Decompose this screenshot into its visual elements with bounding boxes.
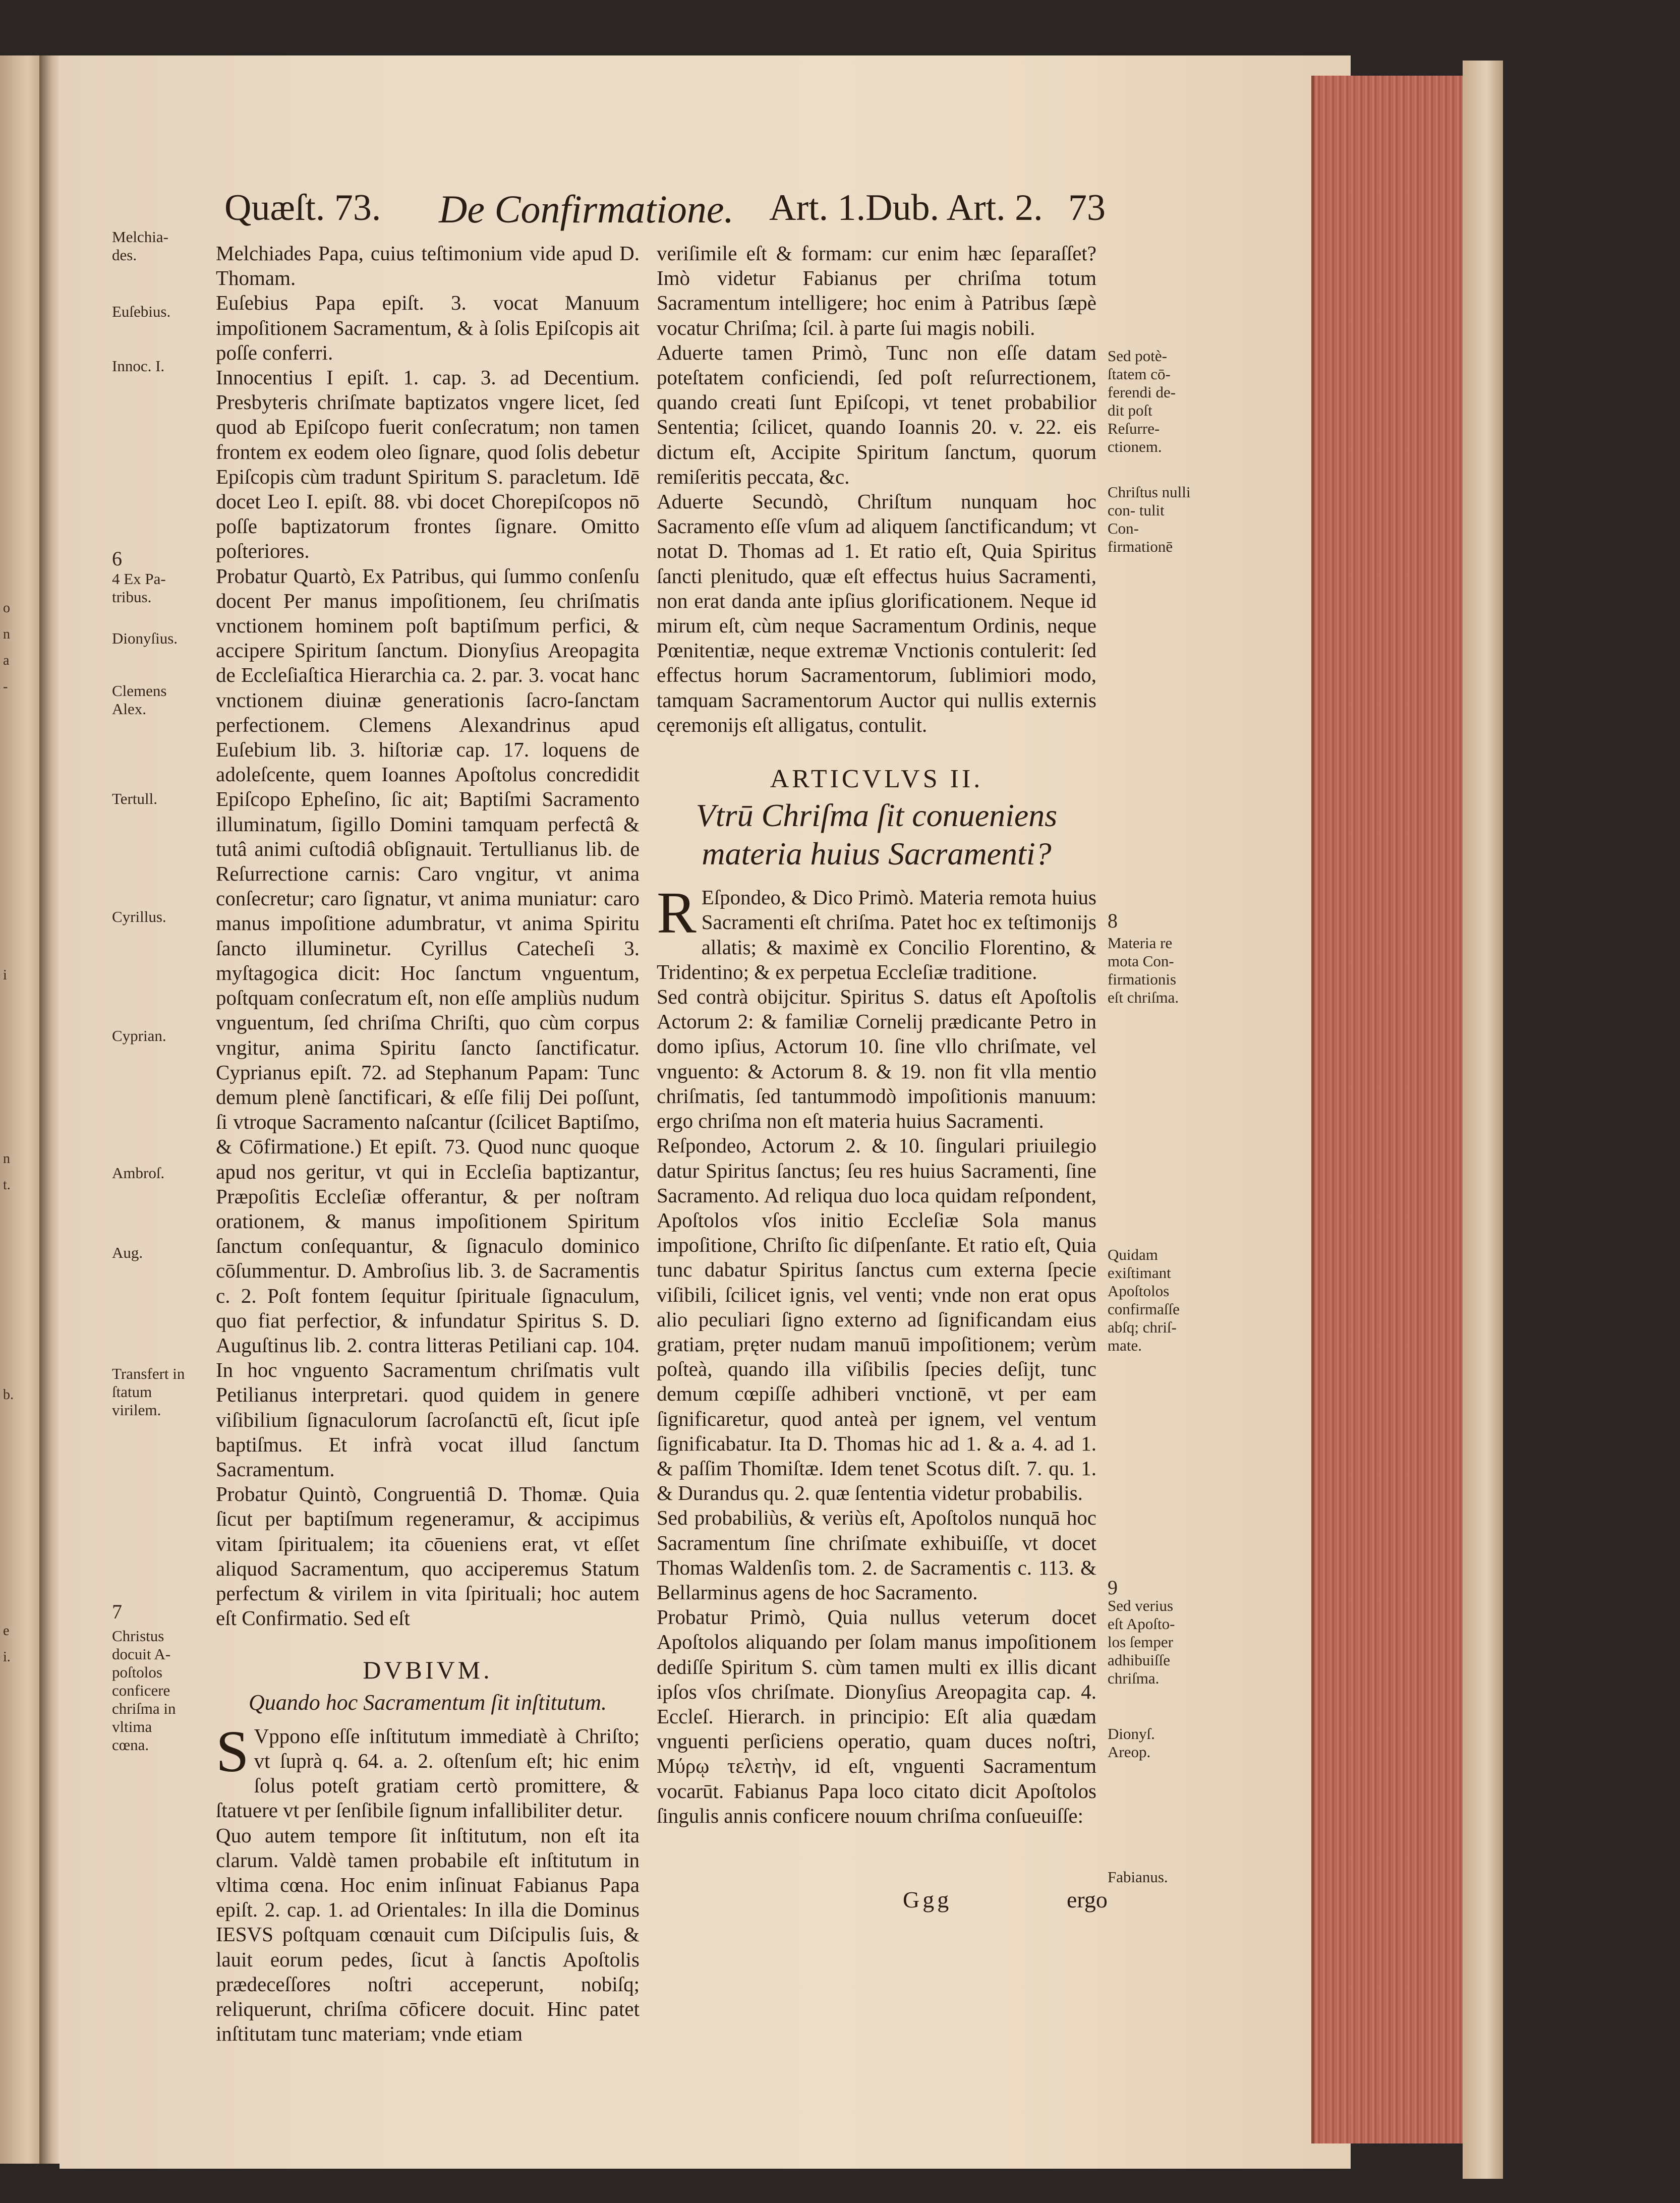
paragraph: Euſebius Papa epiſt. 3. vocat Manuum impoſitionem Sacramentum, & à ſolis Epiſcopis ait poſſe conferri.: [216, 291, 640, 364]
book-gutter: [39, 55, 60, 2164]
edge-letter: [3, 1356, 23, 1382]
edge-letter: a: [3, 653, 10, 668]
paragraph: Aduerte tamen Primò, Tunc non eſſe datam poteſtatem conficiendi, ſed poſt reſurrectionem, quando creati ſunt Epiſcopi, vt tenet probabilior Sententia; ſcilicet, quando Ioannis 20. v. 22. eis dictum eſt, Accipite Spiritum ſanctum, quorum remiſeritis peccata, &c.: [657, 340, 1096, 488]
drop-cap: R: [657, 880, 697, 946]
edge-letter: [3, 831, 23, 857]
margin-note: Tertull.: [112, 790, 157, 807]
paragraph: Sed contrà obijcitur. Spiritus S. datus eſt Apoſtolis Actorum 2: & familiæ Cornelij prædicante Petro in domo ipſius, Actorum 10. ſine vllo chriſmate, vel vnguento: & Actorum 8. & 19. non fit vlla mentio chriſmatis, ſed tantummodò impoſitionis manuum: ergo chriſma non eſt materia huius Sacramenti.: [657, 985, 1096, 1133]
margin-note: 9: [1108, 1576, 1118, 1599]
paragraph: Probatur Quintò, Congruentiâ D. Thomæ. Quia ſicut per baptiſmum regeneramur, & accipimus vitam ſpiritualem; ita cōueniens erat, vt eſſet aliquod Sacramentum, quo acciperemus Statum perfectum & virilem in vita ſpirituali; hoc autem eſt Confirmatio. Sed eſt: [216, 1482, 640, 1630]
margin-note: Aug.: [112, 1244, 143, 1261]
article-heading: ARTICVLVS II.: [770, 765, 983, 794]
paragraph: Probatur Quartò, Ex Patribus, qui ſummo conſenſu docent Per manus impoſitionem, ſeu chriſmatis vnctionem hominem poſt baptiſmum perfici, & accipere Spiritum ſanctum. Dionyſius Areopagita de Eccleſiaſtica Hierarchia ca. 2. par. 3. vocat hanc vnctionem diuinæ generationis ſacro-ſanctam perfectionem. Clemens Alexandrinus apud Euſebium lib. 3. hiſtoriæ cap. 17. loquens de adoleſcente, quem Ioannes Apoſtolus concredidit Epiſcopo Epheſino, ſic ait; Baptiſmi Sacramento illuminatum, ſigillo Domini tamquam perfectâ & tutâ animi cuſtodiâ obſignauit. Tertullianus lib. de Reſurrectione carnis: Caro vngitur, vt anima conſecretur; caro ſignatur, vt anima muniatur: caro manus impoſitione adumbratur, vt anima Spiritu ſancto illuminetur. Cyrillus Catecheſi 3. myſtagogica dicit: Hoc ſanctum vnguentum, poſtquam conſecratum eſt, non eſſe ampliùs nudum vnguentum, ſed chriſma Chriſti, quo cùm corpus vngitur, anima Spiritu ſancto ſanctificatur. Cyprianus epiſt. 72. ad Stephanum Papam: Tunc demum plenè ſanctificari, & eſſe filij Dei poſſunt, ſi vtroque Sacramento naſcantur (ſcilicet Baptiſmo, & Cōfirmatione.) Et epiſt. 73. Quod nunc quoque apud nos geritur, vt qui in Eccleſia baptizantur, Præpoſitis Eccleſiæ offerantur, & per noſtram orationem, & manus impoſitionem Spiritum ſanctum conſequantur, & ſignaculo dominico cōſummentur. D. Ambroſius lib. 3. de Sacramentis c. 2. Poſt fontem ſequitur ſpirituale ſignaculum, quo fiat perfectior, & infundatur Spiritus S. D. Auguſtinus lib. 2. contra litteras Petiliani cap. 104. In hoc vnguento Sacramentum chriſmatis vult Petilianus interpretari. quod quidem in genere viſibilium ſignaculorum ſacroſanctū eſt, ſicut ipſe baptiſmus. Et infrà vocat illud ſanctum Sacramentum.: [216, 564, 640, 1481]
edge-letter: [3, 1277, 23, 1303]
edge-letter: [3, 1513, 23, 1539]
signature-mark: Ggg: [903, 1887, 952, 1912]
page-fore-edge: [1311, 76, 1466, 2143]
margin-note: 4 Ex Pa- tribus.: [112, 570, 166, 606]
edge-letter: b.: [3, 1387, 14, 1403]
margin-note: 8: [1108, 909, 1118, 932]
edge-letter: [3, 1828, 23, 1854]
edge-letter: [3, 1723, 23, 1749]
margin-note: Melchia- des.: [112, 228, 168, 264]
edge-letter: [3, 1487, 23, 1513]
margin-note: 7: [112, 1600, 122, 1623]
edge-letter: [3, 884, 23, 910]
edge-letter: [3, 1408, 23, 1434]
edge-letter: i.: [3, 1649, 11, 1665]
paragraph: Aduerte Secundò, Chriſtum nunquam hoc Sacramento eſſe vſum ad aliquem ſanctificandum; vt notat D. Thomas ad 1. Et ratio eſt, Quia Spiritus ſancti plenitudo, quæ eſt effectus huius Sacramenti, non erat danda ante ipſius glorificationem. Neque id mirum eſt, cùm neque Sacramentum Ordinis, neque Pœnitentiæ, neque extremæ Vnctionis contulerit: ſed effectus horum Sacramentorum, ſublimiori modo, tamquam Sacramentorum Auctor qui nullis externis cęremonijs eſt alligatus, contulit.: [657, 490, 1096, 736]
edge-letter: [3, 1225, 23, 1251]
edge-letter: [3, 700, 23, 726]
edge-letter: n: [3, 1151, 10, 1167]
edge-letter: [3, 857, 23, 884]
edge-letter: o: [3, 600, 10, 616]
article-title: Vtrū Chriſma ſit conueniens materia huius Sacramenti?: [696, 797, 1058, 872]
margin-note: Dionyſ. Areop.: [1108, 1725, 1155, 1761]
paragraph: Reſpondeo, Actorum 2. & 10. ſingulari priuilegio datur Spiritus ſanctus; ſeu res huius Sacramenti, ſine Sacramento. Ad reliqua duo loca quidam reſpondent, Apoſtolos vſos initio Eccleſiæ Sola manus impoſitione, Chriſto ſic diſpenſante. Et ratio eſt, Quia tunc dabatur Spiritus ſanctus cum externa ſpecie viſibili, ſcilicet ignis, vel venti; vnde non erat opus alio peculiari ſigno externo ad ſignificandam eius gratiam, pręter nudam manuū impoſitionem; verùm poſteà, quando illa viſibilis ſpecies deſijt, tunc demum cœpiſſe adhiberi vnctionē, vt per eam ſignificaretur, quod anteà per ignem, vel ventum ſignificabatur. Ita D. Thomas hic ad 1. & a. 4. ad 1. & paſſim Thomiſtæ. Idem tenet Scotus diſt. 7. qu. 1. & Durandus qu. 2. quæ ſententia videtur probabilis.: [657, 1134, 1096, 1505]
edge-letter: [3, 1041, 23, 1067]
margin-note: Sed potè- ſtatem cō- ferendi de- dit poſt Reſurre- ctionem.: [1108, 347, 1176, 455]
edge-letter: [3, 1067, 23, 1093]
margin-note: Cyrillus.: [112, 908, 166, 925]
margin-note: Euſebius.: [112, 303, 171, 320]
catchword: ergo: [1067, 1887, 1108, 1912]
left-page-edge-letters: [3, 595, 23, 1906]
edge-letter: [3, 936, 23, 962]
edge-letter: [3, 805, 23, 831]
edge-letter: i: [3, 967, 7, 983]
paragraph: veriſimile eſt & formam: cur enim hæc ſeparaſſet? Imò videtur Fabianus per chriſma totum Sacramentum intelligere; hoc enim à Patribus ſæpè vocatur Chriſma; ſcil. à parte ſui magis nobili.: [657, 242, 1096, 339]
edge-letter: [3, 1303, 23, 1329]
margin-note: Quidam exiſtimant Apoſtolos confirmaſſe abſq; chriſ- mate.: [1108, 1246, 1180, 1354]
margin-note: Innoc. I.: [112, 357, 165, 375]
edge-letter: [3, 1802, 23, 1828]
margin-note: Ambroſ.: [112, 1164, 165, 1182]
edge-letter: [3, 1251, 23, 1277]
edge-letter: e: [3, 1623, 10, 1639]
edge-letter: [3, 1093, 23, 1120]
margin-note: Clemens Alex.: [112, 682, 167, 718]
running-head-title: De Confirmatione.: [439, 187, 734, 231]
page-number: 73: [1068, 187, 1106, 228]
book-cover-board: [1463, 61, 1503, 2179]
paragraph: Probatur Primò, Quia nullus veterum docet Apoſtolos aliquando per ſolam manus impoſitionem dediſſe Spiritum S. cùm tamen multi ex illis dicant ipſos vſos chriſmate. Dionyſius Areopagita cap. 4. Eccleſ. Hierarch. in principio: Eſt alia quædam vnguenti perſiciens operatio, quam duces noſtri, Μύρῳ τελετὴν, id eſt, vnguenti Sacramentum vocarūt. Fabianus Papa loco citato dicit Apoſtolos ſingulis annis conficere nouum chriſma conſueuiſſe:: [657, 1605, 1096, 1827]
margin-note: Dionyſius.: [112, 629, 178, 647]
paragraph: Sed probabiliùs, & veriùs eſt, Apoſtolos nunquā hoc Sacramentum ſine chriſmate exhibuiſſe, vt docet Thomas Waldenſis tom. 2. de Sacramentis c. 113. & Bellarminus agens de hoc Sacramento.: [657, 1506, 1096, 1604]
paragraph: Quo autem tempore ſit inſtitutum, non eſt ita clarum. Valdè tamen probabile eſt inſtitutum in vltima cœna. Hoc enim inſinuat Fabianus Papa epiſt. 2. cap. 1. ad Orientales: In illa die Dominus IESVS poſtquam cœnauit cum Diſcipulis ſuis, & lauit eorum pedes, ſicut à ſanctis Apoſtolis prædeceſſores noſtri acceperunt, nobiſq; reliquerunt, chriſma cōficere docuit. Hinc patet inſtitutam tunc materiam; vnde etiam: [216, 1823, 640, 2046]
edge-letter: [3, 1566, 23, 1592]
margin-note: Materia re mota Con- firmationis eſt chriſma.: [1108, 934, 1179, 1006]
running-head-quaestio: Quæſt. 73.: [224, 187, 381, 228]
dubium-subheading: Quando hoc Sacramentum ſit inſtitutum.: [248, 1690, 607, 1715]
edge-letter: [3, 1670, 23, 1697]
dubium-heading: DVBIVM.: [363, 1656, 493, 1685]
edge-letter: [3, 1461, 23, 1487]
margin-note: Christus docuit A- poſtolos conficere chriſma in vltima cœna.: [112, 1627, 176, 1754]
edge-letter: t.: [3, 1177, 11, 1193]
edge-letter: [3, 1434, 23, 1461]
edge-letter: [3, 1198, 23, 1225]
edge-letter: [3, 1880, 23, 1906]
edge-letter: [3, 1015, 23, 1041]
running-head-article: Art. 1.Dub. Art. 2.: [769, 187, 1043, 228]
right-text-column: [657, 241, 1096, 1828]
paragraph: S Vppono eſſe inſtitutum immediatè à Chriſto; vt ſuprà q. 64. a. 2. oſtenſum eſt; hic enim ſolus poteſt gratiam certò promittere, & ſtatuere vt per ſenſibile ſignum infallibiliter detur.: [216, 1718, 640, 1822]
margin-note: Transfert in ſtatum virilem.: [112, 1365, 185, 1419]
edge-letter: [3, 1329, 23, 1356]
margin-note: 6: [112, 547, 122, 570]
edge-letter: -: [3, 679, 8, 694]
edge-letter: [3, 1592, 23, 1618]
paragraph: Melchiades Papa, cuius teſtimonium vide apud D. Thomam.: [216, 242, 640, 290]
edge-letter: [3, 1854, 23, 1880]
margin-note: Sed verius eſt Apoſto- los ſemper adhibuiſſe chriſma.: [1108, 1597, 1175, 1687]
edge-letter: [3, 1775, 23, 1802]
edge-letter: [3, 1539, 23, 1566]
left-text-column: [216, 241, 640, 2046]
edge-letter: [3, 1749, 23, 1775]
paragraph: R Eſpondeo, & Dico Primò. Materia remota huius Sacramenti eſt chriſma. Patet hoc ex teſtimonijs allatis; & maximè ex Concilio Florentino, & Tridentino; & ex perpetua Eccleſiæ traditione.: [657, 880, 1096, 983]
edge-letter: [3, 910, 23, 936]
margin-note: Cyprian.: [112, 1027, 166, 1045]
edge-letter: [3, 1697, 23, 1723]
margin-note: Fabianus.: [1108, 1868, 1168, 1886]
edge-letter: [3, 1120, 23, 1146]
edge-letter: [3, 752, 23, 779]
drop-cap: S: [216, 1718, 249, 1784]
edge-letter: n: [3, 626, 10, 642]
edge-letter: [3, 989, 23, 1015]
margin-note: Chriſtus nulli con- tulit Con- firmationē: [1108, 483, 1191, 555]
paragraph: Innocentius I epiſt. 1. cap. 3. ad Decentium. Presbyteris chriſmate baptizatos vngere licet, ſed quod ab Epiſcopo fuerit conſecratum; non tamen frontem ex eodem oleo ſignare, quod ſolis debetur Epiſcopis cùm tradunt Spiritum S. paracletum. Idē docet Leo I. epiſt. 88. vbi docet Chorepiſcopos nō poſſe baptizatorum frontes ſignare. Omitto poſteriores.: [216, 366, 640, 563]
edge-letter: [3, 779, 23, 805]
edge-letter: [3, 726, 23, 752]
